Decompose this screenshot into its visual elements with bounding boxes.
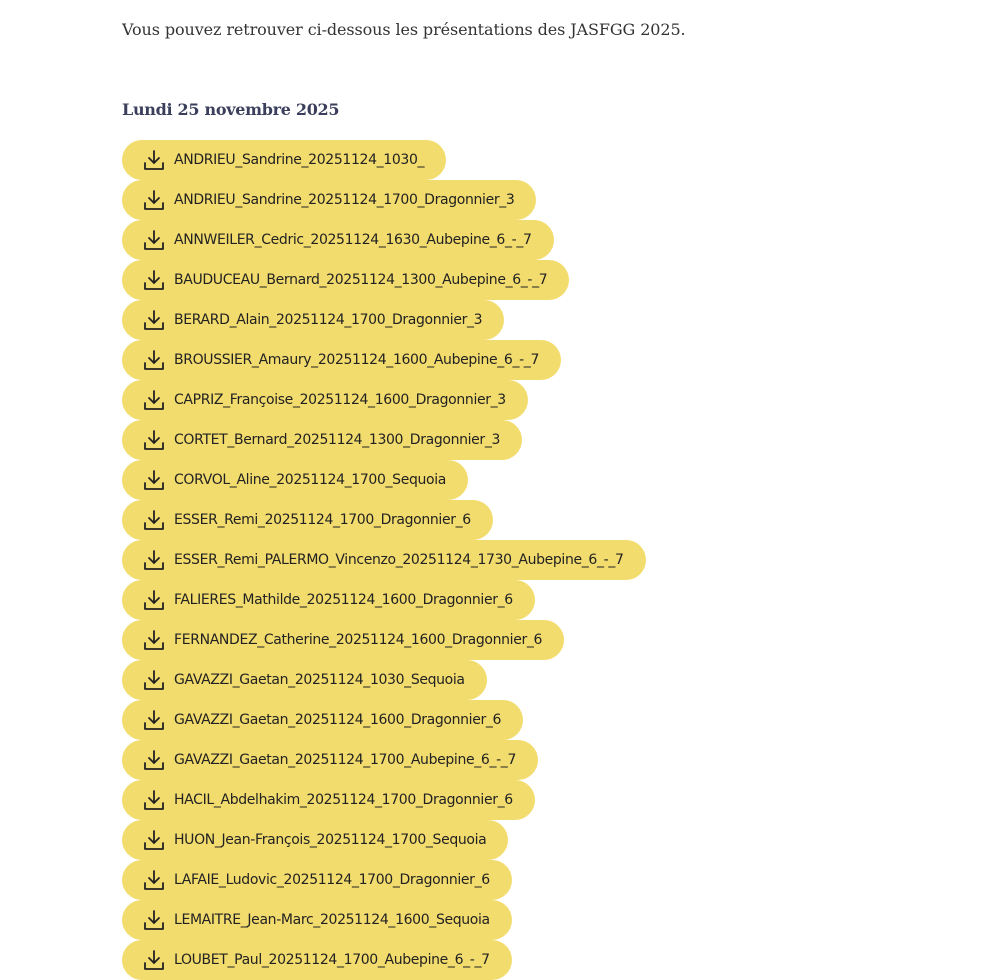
file-label: GAVAZZI_Gaetan_20251124_1700_Aubepine_6_-_7 [174, 752, 516, 768]
list-item [122, 300, 646, 340]
file-label: BERARD_Alain_20251124_1700_Dragonnier_3 [174, 312, 483, 328]
download-icon [142, 588, 166, 612]
download-icon [142, 748, 166, 772]
list-item [122, 260, 646, 300]
file-download-button[interactable] [122, 620, 564, 660]
file-download-button[interactable] [122, 460, 468, 500]
file-label: CAPRIZ_Françoise_20251124_1600_Dragonnier_3 [174, 392, 506, 408]
list-item [122, 380, 646, 420]
list-item [122, 580, 646, 620]
download-icon [142, 908, 166, 932]
list-item [122, 460, 646, 500]
file-label: ANNWEILER_Cedric_20251124_1630_Aubepine_6_-_7 [174, 232, 532, 248]
download-icon [142, 188, 166, 212]
download-icon [142, 428, 166, 452]
file-download-button[interactable] [122, 140, 446, 180]
download-icon [142, 148, 166, 172]
file-label: GAVAZZI_Gaetan_20251124_1030_Sequoia [174, 672, 465, 688]
file-label: ANDRIEU_Sandrine_20251124_1700_Dragonnier_3 [174, 192, 515, 208]
file-download-button[interactable] [122, 500, 493, 540]
download-icon [142, 708, 166, 732]
file-download-button[interactable] [122, 420, 522, 460]
file-download-button[interactable] [122, 860, 512, 900]
file-label: ANDRIEU_Sandrine_20251124_1030_ [174, 152, 425, 168]
file-label: CORTET_Bernard_20251124_1300_Dragonnier_3 [174, 432, 501, 448]
file-download-button[interactable] [122, 700, 523, 740]
file-download-button[interactable] [122, 300, 504, 340]
file-label: BAUDUCEAU_Bernard_20251124_1300_Aubepine_6_-_7 [174, 272, 548, 288]
file-label: FALIERES_Mathilde_20251124_1600_Dragonnier_6 [174, 592, 513, 608]
file-download-button[interactable] [122, 220, 554, 260]
download-icon [142, 308, 166, 332]
list-item [122, 940, 646, 980]
file-download-button[interactable] [122, 820, 508, 860]
download-icon [142, 228, 166, 252]
file-download-button[interactable] [122, 780, 535, 820]
day-heading: Lundi 25 novembre 2025 [122, 100, 340, 119]
download-icon [142, 868, 166, 892]
list-item [122, 220, 646, 260]
file-label: BROUSSIER_Amaury_20251124_1600_Aubepine_6_-_7 [174, 352, 539, 368]
file-download-button[interactable] [122, 540, 646, 580]
download-icon [142, 948, 166, 972]
file-label: GAVAZZI_Gaetan_20251124_1600_Dragonnier_6 [174, 712, 502, 728]
list-item [122, 660, 646, 700]
list-item [122, 140, 646, 180]
file-label: LEMAITRE_Jean-Marc_20251124_1600_Sequoia [174, 912, 490, 928]
file-download-button[interactable] [122, 180, 536, 220]
list-item [122, 700, 646, 740]
download-icon [142, 508, 166, 532]
file-label: LAFAIE_Ludovic_20251124_1700_Dragonnier_6 [174, 872, 490, 888]
list-item [122, 180, 646, 220]
file-download-list [122, 140, 646, 980]
file-label: ESSER_Remi_20251124_1700_Dragonnier_6 [174, 512, 471, 528]
file-download-button[interactable] [122, 940, 512, 980]
file-download-button[interactable] [122, 740, 538, 780]
file-label: FERNANDEZ_Catherine_20251124_1600_Dragonnier_6 [174, 632, 543, 648]
list-item [122, 780, 646, 820]
file-download-button[interactable] [122, 660, 487, 700]
file-label: CORVOL_Aline_20251124_1700_Sequoia [174, 472, 447, 488]
file-download-button[interactable] [122, 260, 569, 300]
download-icon [142, 668, 166, 692]
download-icon [142, 548, 166, 572]
list-item [122, 420, 646, 460]
file-download-button[interactable] [122, 340, 561, 380]
download-icon [142, 268, 166, 292]
file-label: ESSER_Remi_PALERMO_Vincenzo_20251124_1730_Aubepine_6_-_7 [174, 552, 624, 568]
list-item [122, 740, 646, 780]
list-item [122, 900, 646, 940]
list-item [122, 540, 646, 580]
list-item [122, 500, 646, 540]
download-icon [142, 348, 166, 372]
list-item [122, 340, 646, 380]
download-icon [142, 828, 166, 852]
file-download-button[interactable] [122, 580, 535, 620]
file-label: HACIL_Abdelhakim_20251124_1700_Dragonnier_6 [174, 792, 513, 808]
download-icon [142, 468, 166, 492]
list-item [122, 820, 646, 860]
file-download-button[interactable] [122, 900, 512, 940]
download-icon [142, 628, 166, 652]
list-item [122, 620, 646, 660]
list-item [122, 860, 646, 900]
file-download-button[interactable] [122, 380, 528, 420]
file-label: HUON_Jean-François_20251124_1700_Sequoia [174, 832, 487, 848]
intro-text: Vous pouvez retrouver ci-dessous les présentations des JASFGG 2025. [122, 20, 686, 39]
download-icon [142, 788, 166, 812]
file-label: LOUBET_Paul_20251124_1700_Aubepine_6_-_7 [174, 952, 490, 968]
download-icon [142, 388, 166, 412]
